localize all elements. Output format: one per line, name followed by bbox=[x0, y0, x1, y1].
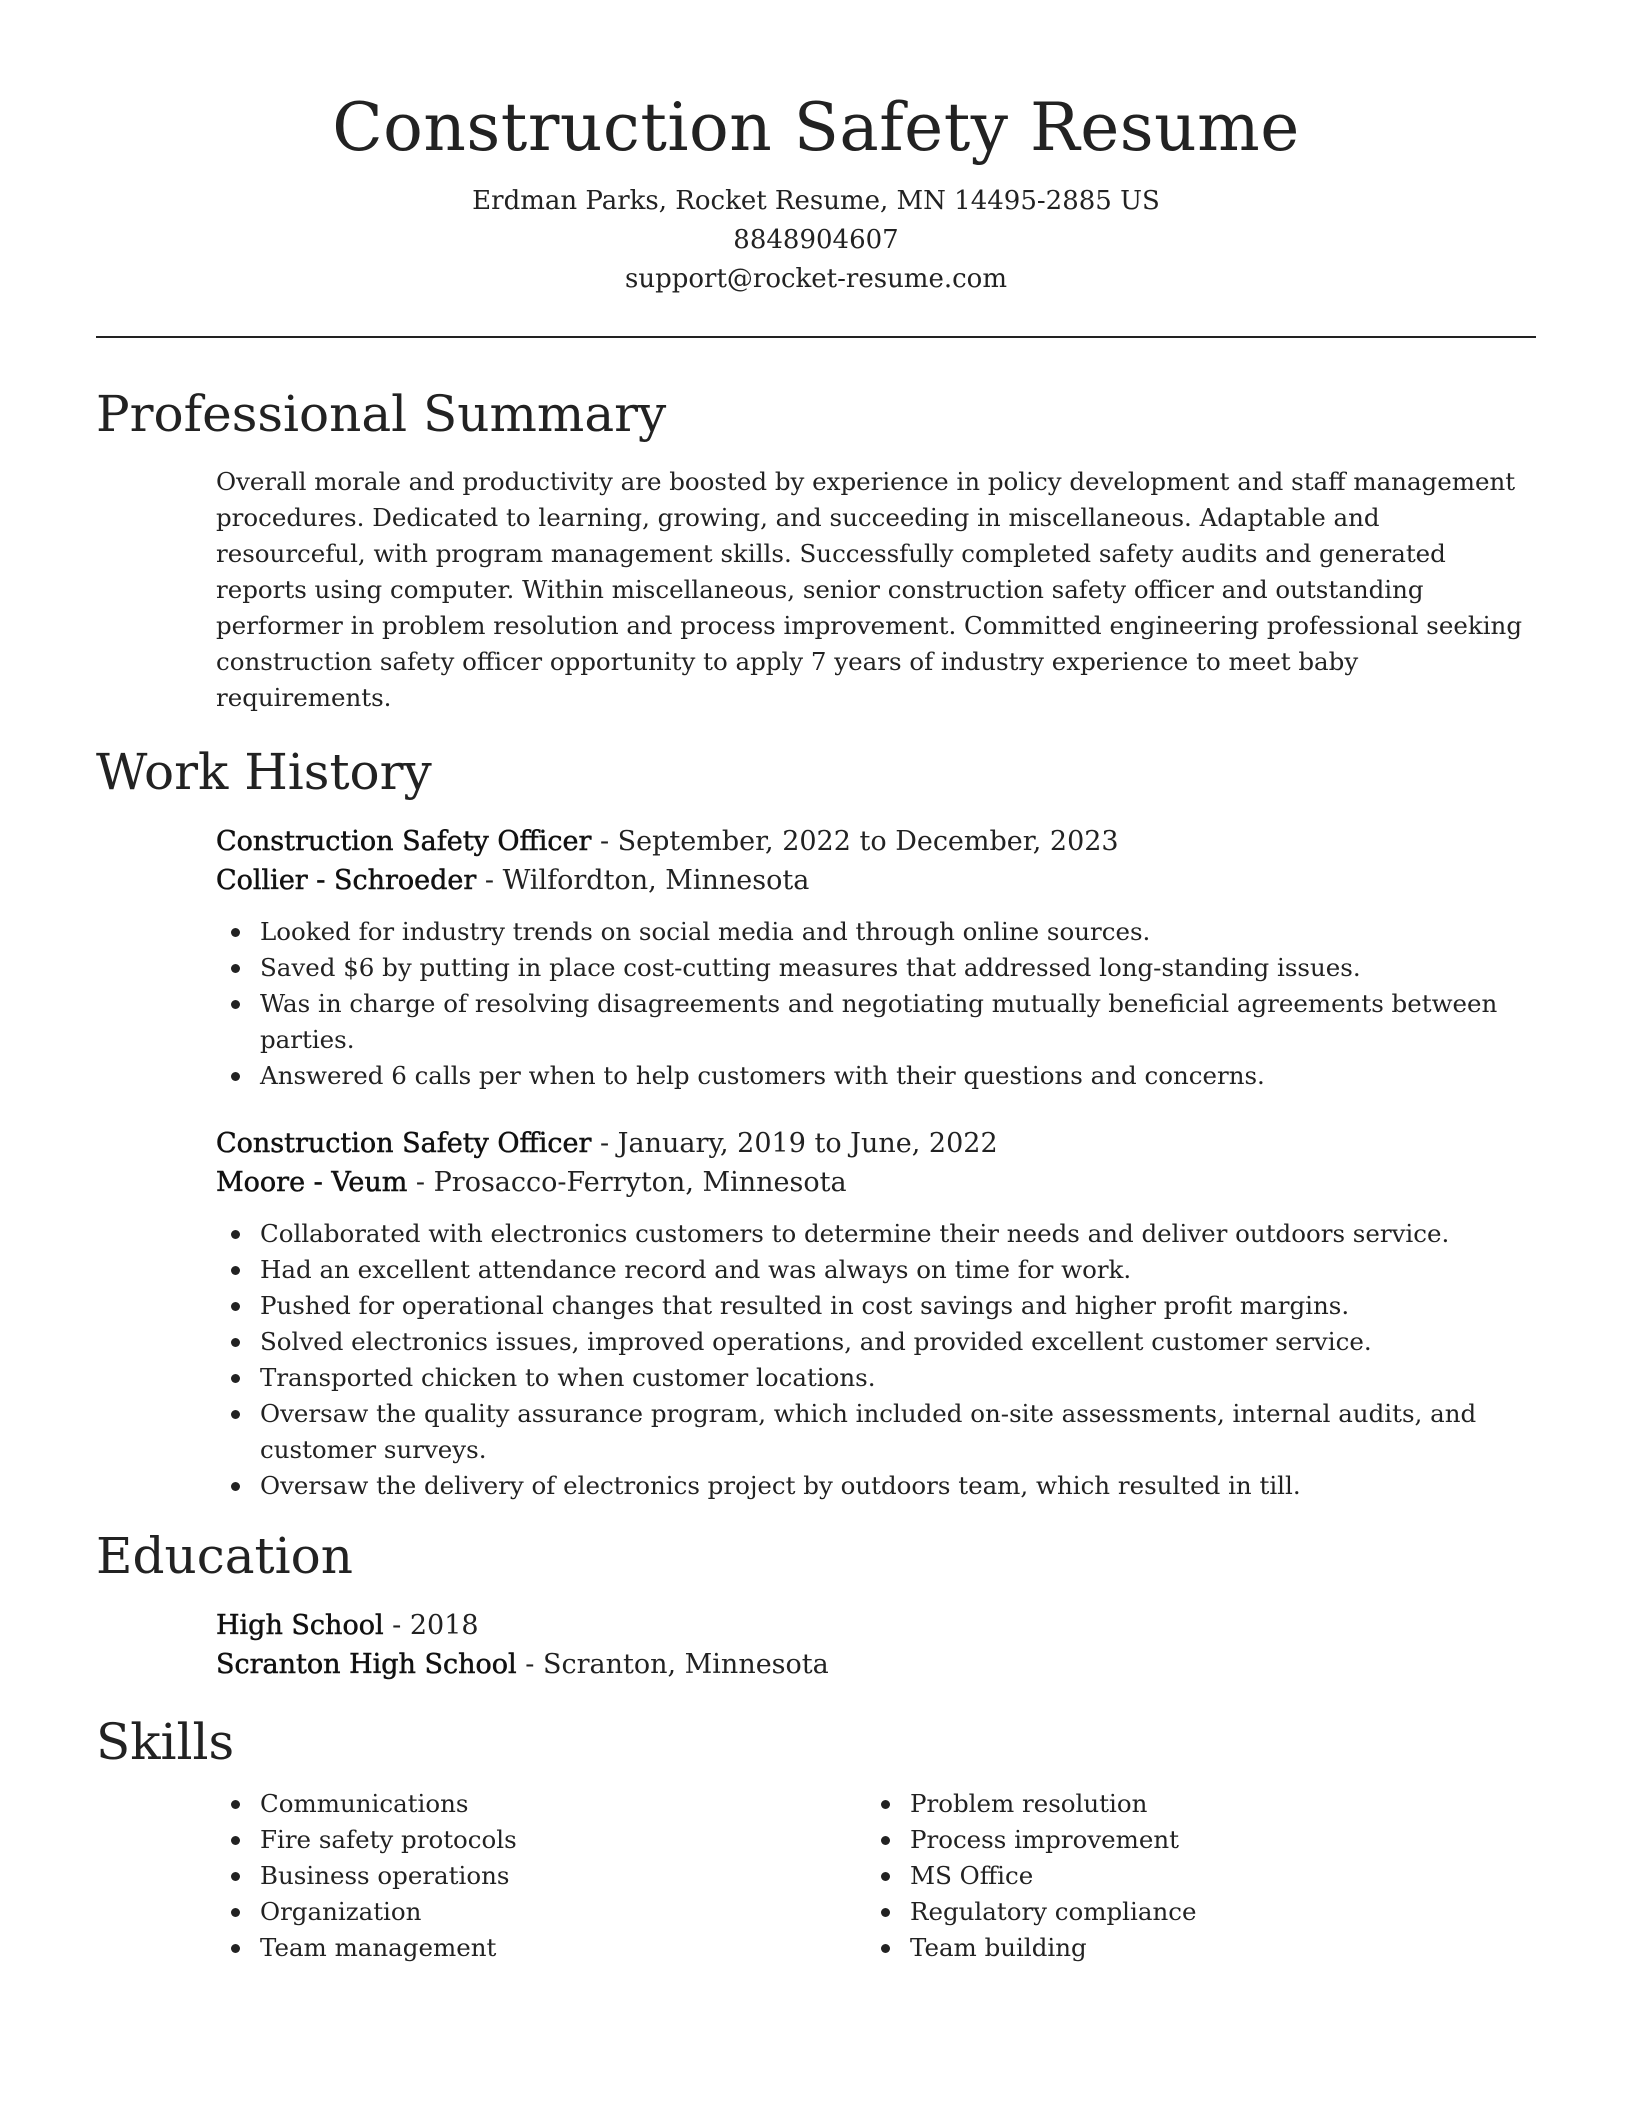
job-entry bbox=[216, 822, 1536, 1094]
list-item: Oversaw the quality assurance program, which included on-site assessments, internal audits, and customer surveys. bbox=[260, 1396, 1536, 1468]
education-school-line bbox=[216, 1645, 1536, 1684]
list-item: Had an excellent attendance record and was always on time for work. bbox=[260, 1252, 1536, 1288]
education-school: Scranton High School bbox=[216, 1649, 517, 1680]
skills-section bbox=[96, 1710, 1536, 1966]
job-title-line bbox=[216, 822, 1536, 861]
job-dates: - September, 2022 to December, 2023 bbox=[591, 826, 1119, 857]
education-degree-line bbox=[216, 1606, 1536, 1645]
list-item: Problem resolution bbox=[910, 1786, 1516, 1822]
list-item: Answered 6 calls per when to help customers with their questions and concerns. bbox=[260, 1058, 1536, 1094]
list-item: Collaborated with electronics customers to determine their needs and deliver outdoors service. bbox=[260, 1216, 1536, 1252]
list-item: Transported chicken to when customer locations. bbox=[260, 1360, 1536, 1396]
contact-phone: 8848904607 bbox=[733, 225, 899, 255]
list-item: Team management bbox=[260, 1930, 866, 1966]
job-location: - Wilfordton, Minnesota bbox=[476, 865, 810, 896]
header-divider bbox=[96, 336, 1536, 338]
job-title-line bbox=[216, 1124, 1536, 1163]
resume-page bbox=[96, 0, 1536, 1966]
list-item: Saved $6 by putting in place cost-cutting measures that addressed long-standing issues. bbox=[260, 950, 1536, 986]
resume-header bbox=[96, 0, 1536, 299]
skills-list-left bbox=[216, 1786, 866, 1966]
summary-text: Overall morale and productivity are boosted by experience in policy development and staff management procedures. Dedicated to learning, growing, and succeeding in miscellaneous. Adaptable and resourceful, with program management skills. Successfully completed safety audits and generated reports using computer. Within miscellaneous, senior construction safety officer and outstanding performer in problem resolution and process improvement. Committed engineering professional seeking construction safety officer opportunity to apply 7 years of industry experience to meet baby requirements. bbox=[216, 467, 1523, 712]
skills-heading: Skills bbox=[96, 1713, 235, 1771]
list-item: Pushed for operational changes that resulted in cost savings and higher profit margins. bbox=[260, 1288, 1536, 1324]
job-title: Construction Safety Officer bbox=[216, 826, 592, 857]
work-history-section bbox=[96, 740, 1536, 1504]
contact-email: support@rocket-resume.com bbox=[624, 264, 1007, 294]
list-item: Team building bbox=[910, 1930, 1516, 1966]
skills-column-right bbox=[866, 1786, 1516, 1966]
list-item: Oversaw the delivery of electronics project by outdoors team, which resulted in till. bbox=[260, 1468, 1536, 1504]
list-item: MS Office bbox=[910, 1858, 1516, 1894]
education-heading: Education bbox=[96, 1527, 353, 1585]
job-entry bbox=[216, 1124, 1536, 1504]
skills-grid bbox=[216, 1786, 1536, 1966]
education-degree: High School bbox=[216, 1610, 384, 1641]
summary-heading: Professional Summary bbox=[96, 385, 667, 443]
list-item: Communications bbox=[260, 1786, 866, 1822]
education-section bbox=[96, 1524, 1536, 1684]
resume-title: Construction Safety Resume bbox=[332, 89, 1300, 166]
list-item: Was in charge of resolving disagreements and negotiating mutually beneficial agreements between parties. bbox=[260, 986, 1536, 1058]
education-location: - Scranton, Minnesota bbox=[516, 1649, 829, 1680]
work-history-heading: Work History bbox=[96, 743, 432, 801]
job-company-line bbox=[216, 1163, 1536, 1202]
job-company-line bbox=[216, 861, 1536, 900]
list-item: Process improvement bbox=[910, 1822, 1516, 1858]
summary-section bbox=[96, 382, 1536, 716]
job-bullets bbox=[216, 914, 1536, 1094]
job-company: Moore - Veum bbox=[216, 1167, 408, 1198]
contact-address: Erdman Parks, Rocket Resume, MN 14495-2885 US bbox=[472, 186, 1160, 216]
skills-list-right bbox=[866, 1786, 1516, 1966]
list-item: Looked for industry trends on social media and through online sources. bbox=[260, 914, 1536, 950]
job-title: Construction Safety Officer bbox=[216, 1128, 592, 1159]
job-company: Collier - Schroeder bbox=[216, 865, 477, 896]
job-bullets bbox=[216, 1216, 1536, 1504]
list-item: Business operations bbox=[260, 1858, 866, 1894]
list-item: Fire safety protocols bbox=[260, 1822, 866, 1858]
job-location: - Prosacco-Ferryton, Minnesota bbox=[407, 1167, 847, 1198]
list-item: Regulatory compliance bbox=[910, 1894, 1516, 1930]
contact-block bbox=[96, 182, 1536, 299]
education-year: - 2018 bbox=[383, 1610, 479, 1641]
job-dates: - January, 2019 to June, 2022 bbox=[591, 1128, 998, 1159]
list-item: Solved electronics issues, improved operations, and provided excellent customer service. bbox=[260, 1324, 1536, 1360]
list-item: Organization bbox=[260, 1894, 866, 1930]
skills-column-left bbox=[216, 1786, 866, 1966]
